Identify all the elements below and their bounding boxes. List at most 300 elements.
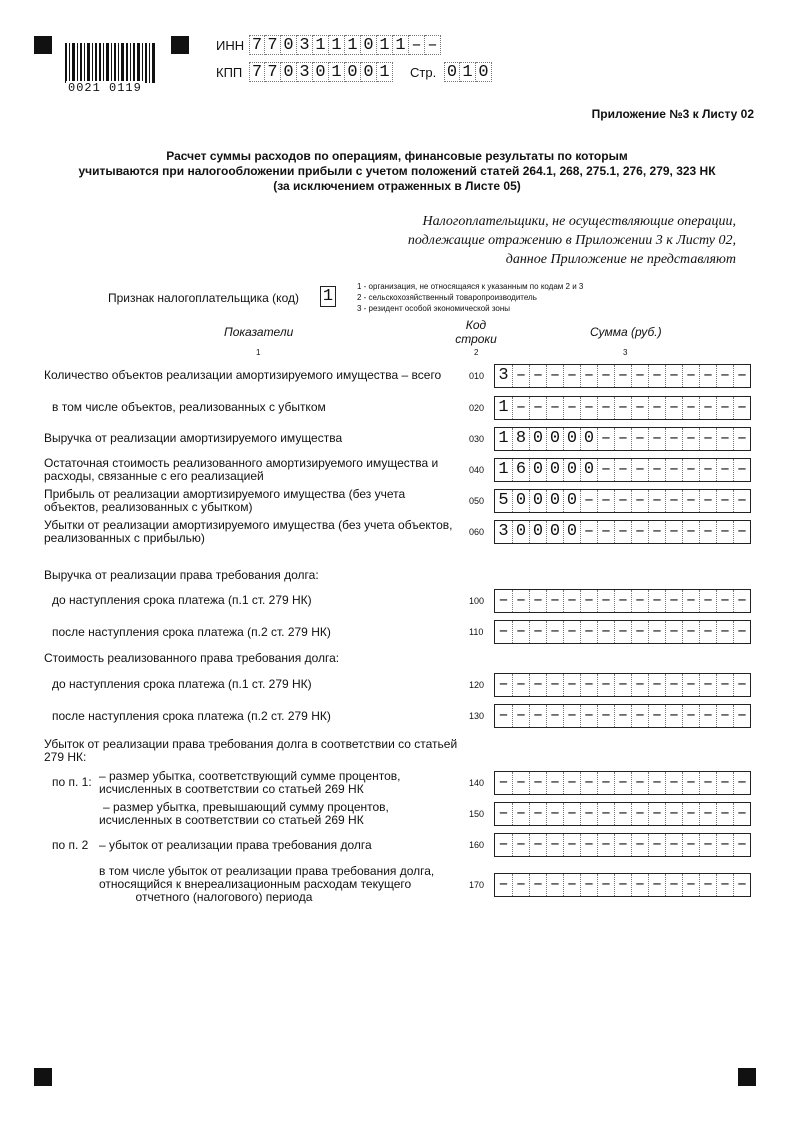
row-100-code: 100 xyxy=(469,596,485,606)
sum-digit-cell: – xyxy=(614,490,631,512)
inn-cell[interactable]: 1 xyxy=(329,35,345,55)
sum-digit-cell: 0 xyxy=(512,521,529,543)
sum-digit-cell: – xyxy=(733,705,750,727)
sum-digit-cell: – xyxy=(546,397,563,419)
taxpayer-sign-value: 1 xyxy=(322,287,334,306)
taxpayer-sign-label: Признак налогоплательщика (код) xyxy=(108,291,299,305)
sum-digit-cell: – xyxy=(648,397,665,419)
sum-digit-cell: – xyxy=(716,397,733,419)
note-line2: подлежащие отражению в Приложении 3 к Листу 02, xyxy=(407,233,736,248)
page-number-cell[interactable]: 0 xyxy=(444,62,460,82)
sum-digit-cell: – xyxy=(614,459,631,481)
inn-cell[interactable]: – xyxy=(409,35,425,55)
sum-digit-cell: – xyxy=(648,834,665,856)
row-010-label: Количество объектов реализации амортизируемого имущества – всего xyxy=(44,368,442,382)
sum-digit-cell: – xyxy=(631,490,648,512)
sum-digit-cell: – xyxy=(665,428,682,450)
sum-digit-cell: – xyxy=(580,521,597,543)
row-040-code: 040 xyxy=(469,465,485,475)
row-130-code: 130 xyxy=(469,711,485,721)
sum-digit-cell: – xyxy=(682,834,699,856)
sum-digit-cell: – xyxy=(699,590,716,612)
sum-digit-cell: – xyxy=(512,674,529,696)
sum-digit-cell: – xyxy=(682,803,699,825)
sum-digit-cell: 0 xyxy=(546,521,563,543)
sum-digit-cell: – xyxy=(563,365,580,387)
taxpayer-options xyxy=(357,281,583,314)
sum-digit-cell: – xyxy=(733,590,750,612)
sum-digit-cell: 8 xyxy=(512,428,529,450)
sum-digit-cell: – xyxy=(529,674,546,696)
sum-digit-cell: – xyxy=(546,705,563,727)
sum-digit-cell: 0 xyxy=(512,490,529,512)
sum-digit-cell: – xyxy=(716,428,733,450)
sum-digit-cell: – xyxy=(716,621,733,643)
sum-digit-cell: 0 xyxy=(580,459,597,481)
sum-digit-cell: – xyxy=(716,590,733,612)
row-030-code: 030 xyxy=(469,434,485,444)
sum-digit-cell: – xyxy=(682,428,699,450)
row-100-value-field[interactable] xyxy=(494,589,751,613)
sum-digit-cell: – xyxy=(648,874,665,896)
sum-digit-cell: – xyxy=(631,674,648,696)
sum-digit-cell: – xyxy=(665,834,682,856)
row-150-code: 150 xyxy=(469,809,485,819)
sum-digit-cell: – xyxy=(563,674,580,696)
sum-digit-cell: – xyxy=(563,590,580,612)
sum-digit-cell: 0 xyxy=(546,490,563,512)
sum-digit-cell: – xyxy=(498,622,509,641)
kpp-cell[interactable]: 0 xyxy=(361,62,377,82)
corner-marker-top-left xyxy=(34,36,52,54)
sum-digit-cell: – xyxy=(563,621,580,643)
sum-digit-cell: – xyxy=(631,521,648,543)
p1-label: по п. 1: xyxy=(52,775,92,789)
row-010-code: 010 xyxy=(469,371,485,381)
sum-digit-cell: – xyxy=(631,365,648,387)
sum-digit-cell: – xyxy=(631,428,648,450)
sum-digit-cell: – xyxy=(546,874,563,896)
sum-digit-cell: – xyxy=(733,459,750,481)
sum-digit-cell: – xyxy=(682,397,699,419)
kpp-cell[interactable]: 1 xyxy=(377,62,393,82)
sum-digit-cell: – xyxy=(733,772,750,794)
sum-digit-cell: 0 xyxy=(563,521,580,543)
row-170-label xyxy=(99,865,434,904)
row-120-code: 120 xyxy=(469,680,485,690)
sum-digit-cell: – xyxy=(597,590,614,612)
row-150-value-field[interactable] xyxy=(494,802,751,826)
row-020-code: 020 xyxy=(469,403,485,413)
sum-digit-cell: – xyxy=(665,874,682,896)
sum-digit-cell: – xyxy=(512,772,529,794)
sum-digit-cell: – xyxy=(648,705,665,727)
row-140-label xyxy=(99,770,400,796)
sum-digit-cell: – xyxy=(648,521,665,543)
row-020-value-field[interactable] xyxy=(494,396,751,420)
sum-digit-cell: – xyxy=(529,621,546,643)
sum-digit-cell: – xyxy=(614,521,631,543)
inn-cell[interactable]: – xyxy=(425,35,441,55)
sum-digit-cell: – xyxy=(631,803,648,825)
note-line1: Налогоплательщики, не осуществляющие операции, xyxy=(422,214,736,229)
sum-digit-cell: – xyxy=(546,621,563,643)
inn-label: ИНН xyxy=(216,38,245,53)
sum-digit-cell: – xyxy=(563,803,580,825)
inn-cell[interactable]: 0 xyxy=(281,35,297,55)
sum-digit-cell: 1 xyxy=(498,398,509,417)
page-number-field xyxy=(444,62,492,82)
sum-digit-cell: – xyxy=(733,490,750,512)
page-number-cell[interactable]: 1 xyxy=(460,62,476,82)
sum-digit-cell: 0 xyxy=(563,459,580,481)
sum-digit-cell: – xyxy=(529,834,546,856)
sum-digit-cell: – xyxy=(682,490,699,512)
column-header-sum: Сумма (руб.) xyxy=(590,325,662,339)
sum-digit-cell: – xyxy=(529,705,546,727)
corner-marker-bottom-left xyxy=(34,1068,52,1086)
sum-digit-cell: – xyxy=(716,803,733,825)
column-number-3: 3 xyxy=(623,348,628,357)
sum-digit-cell: – xyxy=(580,803,597,825)
sum-digit-cell: – xyxy=(563,772,580,794)
column-number-1: 1 xyxy=(256,348,261,357)
sum-digit-cell: – xyxy=(648,490,665,512)
sum-digit-cell: – xyxy=(631,772,648,794)
sum-digit-cell: – xyxy=(580,772,597,794)
sum-digit-cell: – xyxy=(498,835,509,854)
sum-digit-cell: – xyxy=(631,621,648,643)
row-110-value-field[interactable] xyxy=(494,620,751,644)
form-title xyxy=(40,149,754,194)
sum-digit-cell: – xyxy=(498,675,509,694)
sum-digit-cell: – xyxy=(682,590,699,612)
sum-digit-cell: 0 xyxy=(563,428,580,450)
sum-digit-cell: – xyxy=(580,621,597,643)
row-130-value-field[interactable] xyxy=(494,704,751,728)
inn-cell[interactable]: 1 xyxy=(377,35,393,55)
sum-digit-cell: 0 xyxy=(529,428,546,450)
sum-digit-cell: – xyxy=(682,621,699,643)
section-debt-loss xyxy=(44,738,457,764)
sum-digit-cell: – xyxy=(665,490,682,512)
taxpayer-option-3: 3 - резидент особой экономической зоны xyxy=(357,304,511,313)
sum-digit-cell: – xyxy=(716,772,733,794)
sum-digit-cell: – xyxy=(563,705,580,727)
sum-digit-cell: – xyxy=(665,803,682,825)
sum-digit-cell: – xyxy=(546,674,563,696)
sum-digit-cell: – xyxy=(597,834,614,856)
row-030-label: Выручка от реализации амортизируемого имущества xyxy=(44,431,343,445)
column-header-indicators: Показатели xyxy=(224,325,294,339)
sum-digit-cell: – xyxy=(682,521,699,543)
exemption-note xyxy=(316,212,736,269)
sum-digit-cell: – xyxy=(512,834,529,856)
inn-cell[interactable]: 3 xyxy=(297,35,313,55)
kpp-cell[interactable]: 7 xyxy=(265,62,281,82)
sum-digit-cell: – xyxy=(699,874,716,896)
row-160-value-field[interactable] xyxy=(494,833,751,857)
sum-digit-cell: – xyxy=(614,590,631,612)
sum-digit-cell: – xyxy=(580,705,597,727)
sum-digit-cell: – xyxy=(699,428,716,450)
row-060-code: 060 xyxy=(469,527,485,537)
row-040-label-line2: расходы, связанные с его реализацией xyxy=(44,469,264,483)
inn-cell[interactable]: 7 xyxy=(249,35,265,55)
sum-digit-cell: – xyxy=(512,365,529,387)
p2-label: по п. 2 xyxy=(52,838,89,852)
sum-digit-cell: – xyxy=(716,459,733,481)
sum-digit-cell: – xyxy=(614,674,631,696)
sum-digit-cell: 1 xyxy=(498,429,509,448)
row-170-code: 170 xyxy=(469,880,485,890)
form-title-line1: Расчет суммы расходов по операциям, финансовые результаты по которым xyxy=(166,149,628,163)
row-040-value-field[interactable] xyxy=(494,458,751,482)
sum-digit-cell: – xyxy=(563,834,580,856)
kpp-cell[interactable]: 1 xyxy=(329,62,345,82)
sum-digit-cell: – xyxy=(716,521,733,543)
sum-digit-cell: – xyxy=(648,459,665,481)
sum-digit-cell: – xyxy=(699,834,716,856)
row-050-label-line2: объектов, реализованных с убытком) xyxy=(44,500,253,514)
row-050-value-field[interactable] xyxy=(494,489,751,513)
sum-digit-cell: – xyxy=(665,674,682,696)
sum-digit-cell: – xyxy=(631,834,648,856)
row-060-value-field[interactable] xyxy=(494,520,751,544)
sum-digit-cell: 0 xyxy=(529,521,546,543)
sum-digit-cell: – xyxy=(733,521,750,543)
sum-digit-cell: 0 xyxy=(529,490,546,512)
inn-cell[interactable]: 1 xyxy=(345,35,361,55)
sum-digit-cell: – xyxy=(614,772,631,794)
sum-digit-cell: – xyxy=(512,621,529,643)
note-line3: данное Приложение не представляют xyxy=(505,252,736,267)
sum-digit-cell: – xyxy=(597,397,614,419)
section-debt-cost: Стоимость реализованного права требования долга: xyxy=(44,651,340,665)
kpp-field xyxy=(249,62,393,82)
sum-digit-cell: – xyxy=(512,705,529,727)
taxpayer-sign-field[interactable] xyxy=(320,286,336,307)
sum-digit-cell: 0 xyxy=(563,490,580,512)
sum-digit-cell: – xyxy=(665,365,682,387)
sum-digit-cell: 0 xyxy=(529,459,546,481)
kpp-cell[interactable]: 0 xyxy=(281,62,297,82)
sum-digit-cell: – xyxy=(597,803,614,825)
inn-cell[interactable]: 0 xyxy=(361,35,377,55)
kpp-cell[interactable]: 0 xyxy=(313,62,329,82)
sum-digit-cell: – xyxy=(597,772,614,794)
row-140-code: 140 xyxy=(469,778,485,788)
sum-digit-cell: – xyxy=(733,621,750,643)
sum-digit-cell: 3 xyxy=(498,522,509,541)
sum-digit-cell: – xyxy=(580,397,597,419)
sum-digit-cell: – xyxy=(614,365,631,387)
sum-digit-cell: – xyxy=(614,874,631,896)
sum-digit-cell: – xyxy=(716,874,733,896)
sum-digit-cell: – xyxy=(529,874,546,896)
sum-digit-cell: – xyxy=(665,521,682,543)
sum-digit-cell: – xyxy=(665,621,682,643)
sum-digit-cell: – xyxy=(682,674,699,696)
sum-digit-cell: – xyxy=(597,874,614,896)
sum-digit-cell: – xyxy=(498,875,509,894)
column-header-code-line1: Код xyxy=(465,318,487,332)
corner-marker-bottom-right xyxy=(738,1068,756,1086)
row-050-label xyxy=(44,488,405,514)
sum-digit-cell: – xyxy=(498,773,509,792)
sum-digit-cell: – xyxy=(631,397,648,419)
sum-digit-cell: – xyxy=(648,428,665,450)
sum-digit-cell: – xyxy=(597,428,614,450)
section-debt-revenue: Выручка от реализации права требования долга: xyxy=(44,568,319,582)
sum-digit-cell: – xyxy=(733,674,750,696)
kpp-cell[interactable]: 3 xyxy=(297,62,313,82)
sum-digit-cell: – xyxy=(631,459,648,481)
sum-digit-cell: – xyxy=(529,772,546,794)
row-150-label-line2: исчисленных в соответствии со статьей 269 НК xyxy=(99,813,364,827)
sum-digit-cell: – xyxy=(699,490,716,512)
row-160-code: 160 xyxy=(469,840,485,850)
taxpayer-option-1: 1 - организация, не относящаяся к указанным по кодам 2 и 3 xyxy=(357,282,584,291)
row-120-label: до наступления срока платежа (п.1 ст. 279 НК) xyxy=(52,677,312,691)
sum-digit-cell: – xyxy=(733,365,750,387)
sum-digit-cell: – xyxy=(733,428,750,450)
sum-digit-cell: – xyxy=(580,365,597,387)
sum-digit-cell: – xyxy=(597,365,614,387)
sum-digit-cell: – xyxy=(631,705,648,727)
sum-digit-cell: – xyxy=(614,621,631,643)
row-030-value-field[interactable] xyxy=(494,427,751,451)
row-040-label xyxy=(44,457,438,483)
sum-digit-cell: – xyxy=(498,591,509,610)
sum-digit-cell: – xyxy=(512,397,529,419)
sum-digit-cell: – xyxy=(563,874,580,896)
row-170-value-field[interactable] xyxy=(494,873,751,897)
sum-digit-cell: – xyxy=(563,397,580,419)
sum-digit-cell: – xyxy=(529,590,546,612)
sum-digit-cell: – xyxy=(546,803,563,825)
sum-digit-cell: – xyxy=(614,397,631,419)
row-060-label-line1: Убытки от реализации амортизируемого имущества (без учета объектов, xyxy=(44,518,453,532)
sum-digit-cell: – xyxy=(498,706,509,725)
sum-digit-cell: – xyxy=(716,365,733,387)
row-020-label: в том числе объектов, реализованных с убытком xyxy=(52,400,326,414)
row-060-label-line2: реализованных с прибылью) xyxy=(44,531,205,545)
row-150-label-line1: – размер убытка, превышающий сумму процентов, xyxy=(103,800,389,814)
sum-digit-cell: – xyxy=(597,621,614,643)
sum-digit-cell: – xyxy=(682,705,699,727)
sum-digit-cell: – xyxy=(529,803,546,825)
kpp-label: КПП xyxy=(216,65,243,80)
inn-cell[interactable]: 7 xyxy=(265,35,281,55)
sum-digit-cell: – xyxy=(699,621,716,643)
sum-digit-cell: – xyxy=(699,521,716,543)
page-number-cell[interactable]: 0 xyxy=(476,62,492,82)
row-010-value-field[interactable] xyxy=(494,364,751,388)
sum-digit-cell: – xyxy=(580,834,597,856)
kpp-cell[interactable]: 7 xyxy=(249,62,265,82)
sum-digit-cell: – xyxy=(498,804,509,823)
sum-digit-cell: – xyxy=(546,834,563,856)
sum-digit-cell: – xyxy=(580,490,597,512)
sum-digit-cell: – xyxy=(682,772,699,794)
sum-digit-cell: 6 xyxy=(512,459,529,481)
row-050-label-line1: Прибыль от реализации амортизируемого имущества (без учета xyxy=(44,487,406,501)
sum-digit-cell: – xyxy=(580,874,597,896)
sum-digit-cell: – xyxy=(733,874,750,896)
kpp-cell[interactable]: 0 xyxy=(345,62,361,82)
inn-cell[interactable]: 1 xyxy=(393,35,409,55)
sum-digit-cell: – xyxy=(546,365,563,387)
sum-digit-cell: – xyxy=(648,365,665,387)
sum-digit-cell: – xyxy=(614,428,631,450)
sum-digit-cell: – xyxy=(682,874,699,896)
sum-digit-cell: – xyxy=(512,874,529,896)
sum-digit-cell: 1 xyxy=(498,460,509,479)
sum-digit-cell: – xyxy=(529,397,546,419)
sum-digit-cell: – xyxy=(665,772,682,794)
row-160-label: – убыток от реализации права требования долга xyxy=(99,838,372,852)
row-140-label-line2: исчисленных в соответствии со статьей 269 НК xyxy=(99,782,364,796)
sum-digit-cell: – xyxy=(716,674,733,696)
sum-digit-cell: – xyxy=(648,621,665,643)
sum-digit-cell: – xyxy=(682,459,699,481)
page-label: Стр. xyxy=(410,65,437,80)
sum-digit-cell: – xyxy=(733,397,750,419)
sum-digit-cell: – xyxy=(597,459,614,481)
row-120-value-field[interactable] xyxy=(494,673,751,697)
sum-digit-cell: – xyxy=(648,674,665,696)
column-number-2: 2 xyxy=(474,348,479,357)
sum-digit-cell: – xyxy=(733,834,750,856)
barcode-number: 0021 0119 xyxy=(68,81,142,95)
section-debt-loss-line2: 279 НК: xyxy=(44,750,87,764)
sum-digit-cell: – xyxy=(580,674,597,696)
inn-field xyxy=(249,35,441,55)
row-140-label-line1: – размер убытка, соответствующий сумме процентов, xyxy=(99,769,401,783)
row-130-label: после наступления срока платежа (п.2 ст. 279 НК) xyxy=(52,709,331,723)
sum-digit-cell: 0 xyxy=(546,459,563,481)
corner-marker-top-center xyxy=(171,36,189,54)
row-050-code: 050 xyxy=(469,496,485,506)
sum-digit-cell: – xyxy=(665,590,682,612)
sum-digit-cell: – xyxy=(733,803,750,825)
sum-digit-cell: – xyxy=(597,521,614,543)
sum-digit-cell: – xyxy=(614,834,631,856)
sum-digit-cell: – xyxy=(546,590,563,612)
sum-digit-cell: – xyxy=(699,772,716,794)
sum-digit-cell: – xyxy=(665,397,682,419)
sum-digit-cell: – xyxy=(716,490,733,512)
sum-digit-cell: – xyxy=(597,490,614,512)
row-170-label-line2: относящийся к внереализационным расходам текущего xyxy=(99,877,412,891)
column-header-code xyxy=(452,318,500,346)
inn-cell[interactable]: 1 xyxy=(313,35,329,55)
row-100-label: до наступления срока платежа (п.1 ст. 279 НК) xyxy=(52,593,312,607)
sum-digit-cell: – xyxy=(699,803,716,825)
sum-digit-cell: 0 xyxy=(580,428,597,450)
sum-digit-cell: – xyxy=(699,459,716,481)
sum-digit-cell: – xyxy=(597,674,614,696)
row-170-label-line1: в том числе убыток от реализации права требования долга, xyxy=(99,864,435,878)
row-170-label-line3: отчетного (налогового) периода xyxy=(135,890,313,904)
row-110-code: 110 xyxy=(469,627,484,637)
sum-digit-cell: – xyxy=(614,705,631,727)
sum-digit-cell: – xyxy=(580,590,597,612)
sum-digit-cell: – xyxy=(512,590,529,612)
sum-digit-cell: – xyxy=(648,590,665,612)
row-140-value-field[interactable] xyxy=(494,771,751,795)
